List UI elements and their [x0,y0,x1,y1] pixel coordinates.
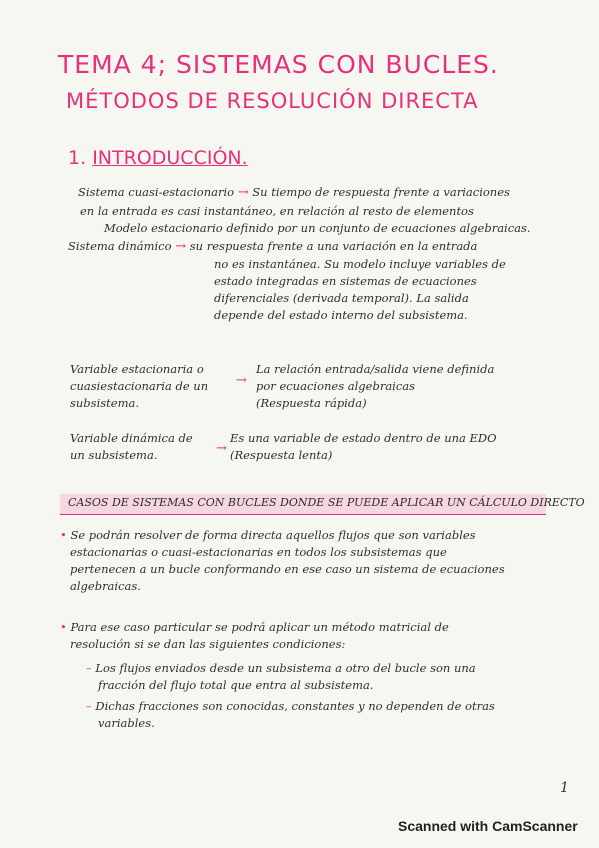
arrow-icon: → [216,441,227,456]
dynamic-line-1: no es instantánea. Su modelo incluye variables de [214,257,506,271]
stationary-var-desc-0: La relación entrada/salida viene definida [256,362,495,376]
quasi-label-row [78,184,510,201]
quasi-label: Sistema cuasi-estacionario [78,185,235,199]
stationary-var-desc-1: por ecuaciones algebraicas [256,379,416,393]
bullet-1-line-0-row [60,527,476,544]
dynamic-label: Sistema dinámico [68,239,172,253]
bullet-1-line-2: pertenecen a un bucle conformando en ese caso un sistema de ecuaciones [70,562,505,576]
bullet-1-line-0: Se podrán resolver de forma directa aquellos flujos que son variables [70,528,476,542]
quasi-line-0: Su tiempo de respuesta frente a variaciones [252,185,510,199]
page-number: 1 [560,780,569,796]
arrow-icon: → [175,239,187,254]
dynamic-var-desc-1: (Respuesta lenta) [230,448,333,462]
stationary-var-label-1: cuasiestacionaria de un [70,379,209,393]
stationary-var-label-0: Variable estacionaria o [70,362,204,376]
dynamic-line-4: depende del estado interno del subsistema. [214,308,468,322]
arrow-icon: → [237,185,249,200]
condition-1-line-1: fracción del flujo total que entra al subsistema. [98,678,374,692]
section-heading [68,147,248,169]
bullet-icon: • [60,620,67,634]
section-title: INTRODUCCIÓN. [92,147,248,169]
scanner-footer: Scanned with CamScanner [398,818,578,834]
bullet-1-line-1: estacionarias o cuasi-estacionarias en todos los subsistemas que [70,545,447,559]
dash-icon: – [86,699,92,713]
dash-icon: – [86,661,92,675]
dynamic-var-desc-0: Es una variable de estado dentro de una EDO [230,431,497,445]
condition-1-line-0-row [86,660,476,677]
condition-2-line-1: variables. [98,716,155,730]
condition-2-line-0-row [86,698,495,715]
stationary-var-label-2: subsistema. [70,396,139,410]
condition-2-line-0: Dichas fracciones son conocidas, constantes y no dependen de otras [95,699,495,713]
dynamic-label-row [68,238,477,255]
title-line-1: TEMA 4; SISTEMAS CON BUCLES. [58,50,499,79]
title-line-2: MÉTODOS DE RESOLUCIÓN DIRECTA [66,89,479,113]
dynamic-line-0: su respuesta frente a una variación en la entrada [189,239,478,253]
stationary-var-desc-2: (Respuesta rápida) [256,396,367,410]
section-number: 1. [68,147,87,169]
bullet-2-line-1: resolución si se dan las siguientes condiciones: [70,637,346,651]
bullet-2-line-0-row [60,619,449,636]
condition-1-line-0: Los flujos enviados desde un subsistema a otro del bucle son una [95,661,476,675]
dynamic-line-2: estado integradas en sistemas de ecuaciones [214,274,477,288]
dynamic-var-label-0: Variable dinámica de [70,431,193,445]
dynamic-line-3: diferenciales (derivada temporal). La salida [214,291,469,305]
highlight-box [60,494,585,515]
quasi-line-1: en la entrada es casi instantáneo, en relación al resto de elementos [80,204,474,218]
quasi-line-2: Modelo estacionario definido por un conjunto de ecuaciones algebraicas. [104,221,531,235]
bullet-2-line-0: Para ese caso particular se podrá aplicar un método matricial de [70,620,449,634]
dynamic-var-label-1: un subsistema. [70,448,158,462]
highlight-text: CASOS DE SISTEMAS CON BUCLES DONDE SE PUEDE APLICAR UN CÁLCULO DIRECTO [68,496,585,509]
bullet-1-line-3: algebraicas. [70,579,141,593]
arrow-icon: → [236,373,247,388]
bullet-icon: • [60,528,67,542]
